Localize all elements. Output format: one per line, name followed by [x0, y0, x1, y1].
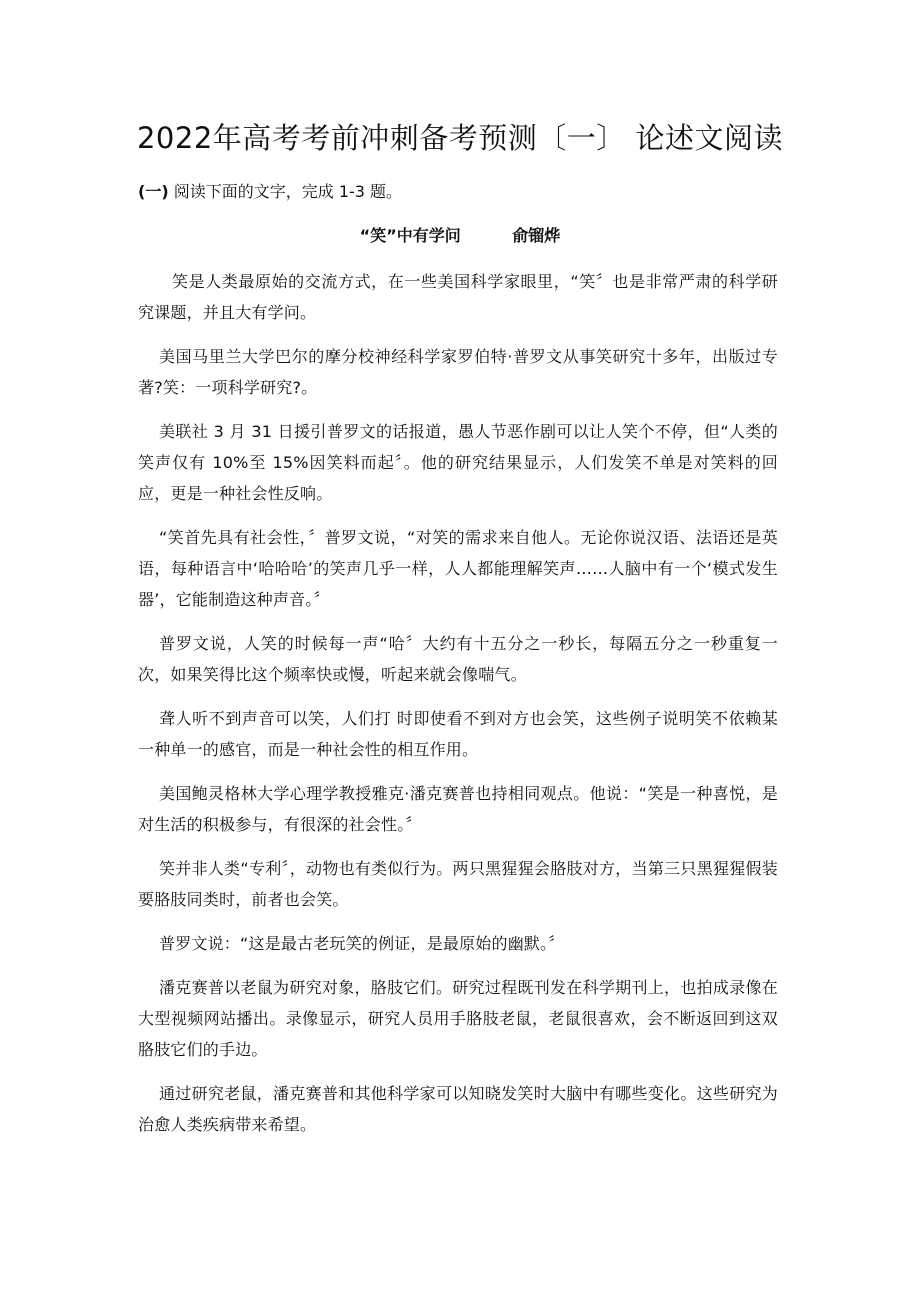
paragraph: 笑并非人类“专利〞，动物也有类似行为。两只黑猩猩会胳肢对方，当第三只黑猩猩假装要胳肢同类时，前者也会笑。 [138, 859, 778, 909]
paragraph: 普罗文说：“这是最古老玩笑的例证，是最原始的幽默。〞 [159, 934, 565, 953]
paragraph: 普罗文说，人笑的时候每一声“哈〞大约有十五分之一秒长，每隔五分之一秒重复一次，如果笑得比这个频率快或慢，听起来就会像喘气。 [138, 634, 778, 684]
paragraph: 美联社 3 月 31 日援引普罗文的话报道，愚人节恶作剧可以让人笑个不停，但“人类的笑声仅有 10%至 15%因笑料而起〞。他的研究结果显示，人们发笑不单是对笑料的回应，更是一种社会性反响。 [138, 422, 778, 503]
article-heading [0, 224, 920, 248]
paragraph: “笑首先具有社会性，〞普罗文说，“对笑的需求来自他人。无论你说汉语、法语还是英语，每种语言中‘哈哈哈’的笑声几乎一样，人人都能理解笑声……人脑中有一个‘模式发生器’，它能制造这种声音。〞 [138, 528, 778, 609]
section-number: (一) [138, 182, 169, 201]
paragraph: 潘克赛普以老鼠为研究对象，胳肢它们。研究过程既刊发在科学期刊上，也拍成录像在大型视频网站播出。录像显示，研究人员用手胳肢老鼠，老鼠很喜欢，会不断返回到这双胳肢它们的手边。 [138, 978, 778, 1059]
paragraph: 美国鲍灵格林大学心理学教授雅克·潘克赛普也持相同观点。他说：“笑是一种喜悦，是对生活的积极参与，有很深的社会性。〞 [138, 784, 778, 834]
article-author: 俞镏烨 [512, 226, 561, 245]
paragraph: 美国马里兰大学巴尔的摩分校神经科学家罗伯特·普罗文从事笑研究十多年，出版过专著?笑：一项科学研究?。 [138, 347, 778, 397]
paragraph: 聋人听不到声音可以笑，人们打 时即使看不到对方也会笑，这些例子说明笑不依赖某一种单一的感官，而是一种社会性的相互作用。 [138, 709, 778, 759]
section-instruction [138, 180, 402, 204]
article-body [138, 266, 778, 1153]
paragraph: 通过研究老鼠，潘克赛普和其他科学家可以知晓发笑时大脑中有哪些变化。这些研究为治愈人类疾病带来希望。 [138, 1084, 778, 1134]
document-title: 2022年高考考前冲刺备考预测〔一〕 论述文阅读 [136, 121, 784, 155]
paragraph: 笑是人类最原始的交流方式，在一些美国科学家眼里，“笑〞也是非常严肃的科学研究课题，并且大有学问。 [138, 272, 778, 322]
article-title: “笑”中有学问 [359, 226, 461, 245]
section-instruction-text: 阅读下面的文字，完成 1-3 题。 [173, 182, 403, 201]
